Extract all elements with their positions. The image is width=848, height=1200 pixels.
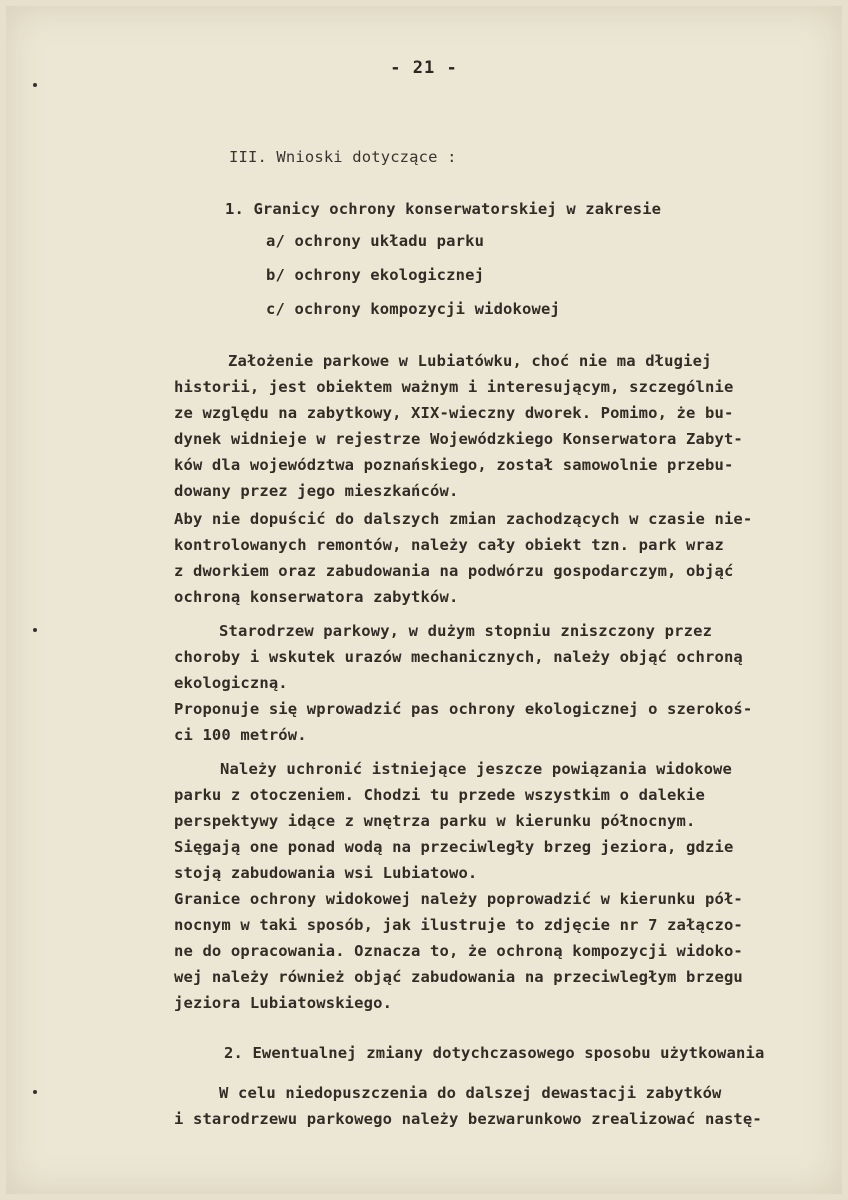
paragraph1-line: historii, jest obiektem ważnym i interesującym, szczególnie xyxy=(174,378,734,396)
paragraph2-line: ekologiczną. xyxy=(174,674,288,692)
punch-mark xyxy=(33,83,37,87)
item1-title: 1. Granicy ochrony konserwatorskiej w zakresie xyxy=(225,200,662,218)
section-heading: III. Wnioski dotyczące : xyxy=(229,148,457,166)
paragraph1-line: ze względu na zabytkowy, XIX-wieczny dworek. Pomimo, że bu- xyxy=(174,404,734,422)
punch-mark xyxy=(33,628,37,632)
paragraph3-line: ne do opracowania. Oznacza to, że ochroną kompozycji widoko- xyxy=(174,942,743,960)
paragraph3-line: wej należy również objąć zabudowania na przeciwległym brzegu xyxy=(174,968,743,986)
paragraph1-line: ochroną konserwatora zabytków. xyxy=(174,588,459,606)
paragraph1-line: ków dla województwa poznańskiego, został samowolnie przebu- xyxy=(174,456,734,474)
paragraph3-line: Granice ochrony widokowej należy poprowadzić w kierunku pół- xyxy=(174,890,743,908)
paragraph3-line: jeziora Lubiatowskiego. xyxy=(174,994,393,1012)
paragraph3-line: Należy uchronić istniejące jeszcze powiązania widokowe xyxy=(220,760,733,778)
paragraph3-line: stoją zabudowania wsi Lubiatowo. xyxy=(174,864,478,882)
paragraph1-line: kontrolowanych remontów, należy cały obiekt tzn. park wraz xyxy=(174,536,724,554)
paragraph4-line: i starodrzewu parkowego należy bezwarunkowo zrealizować nastę- xyxy=(174,1110,762,1128)
page-number: - 21 - xyxy=(390,58,458,78)
paragraph2-line: ci 100 metrów. xyxy=(174,726,307,744)
paragraph1-line: Założenie parkowe w Lubiatówku, choć nie ma długiej xyxy=(228,352,712,370)
paragraph3-line: parku z otoczeniem. Chodzi tu przede wszystkim o dalekie xyxy=(174,786,705,804)
paragraph4-line: W celu niedopuszczenia do dalszej dewastacji zabytków xyxy=(219,1084,722,1102)
item1-subitem-a: a/ ochrony układu parku xyxy=(266,232,485,250)
item1-subitem-c: c/ ochrony kompozycji widokowej xyxy=(266,300,560,318)
item2-title: 2. Ewentualnej zmiany dotychczasowego sposobu użytkowania xyxy=(224,1044,765,1062)
paragraph3-line: perspektywy idące z wnętrza parku w kierunku północnym. xyxy=(174,812,696,830)
paragraph1-line: dowany przez jego mieszkańców. xyxy=(174,482,459,500)
paragraph3-line: nocnym w taki sposób, jak ilustruje to zdjęcie nr 7 załączo- xyxy=(174,916,743,934)
punch-mark xyxy=(33,1090,37,1094)
paragraph2-line: choroby i wskutek urazów mechanicznych, należy objąć ochroną xyxy=(174,648,743,666)
paragraph2-line: Proponuje się wprowadzić pas ochrony ekologicznej o szerokoś- xyxy=(174,700,753,718)
paragraph2-line: Starodrzew parkowy, w dużym stopniu zniszczony przez xyxy=(219,622,713,640)
paragraph1-line: dynek widnieje w rejestrze Wojewódzkiego Konserwatora Zabyt- xyxy=(174,430,743,448)
item1-subitem-b: b/ ochrony ekologicznej xyxy=(266,266,485,284)
paragraph3-line: Sięgają one ponad wodą na przeciwległy brzeg jeziora, gdzie xyxy=(174,838,734,856)
paragraph1-line: z dworkiem oraz zabudowania na podwórzu gospodarczym, objąć xyxy=(174,562,734,580)
paragraph1-line: Aby nie dopuścić do dalszych zmian zachodzących w czasie nie- xyxy=(174,510,753,528)
